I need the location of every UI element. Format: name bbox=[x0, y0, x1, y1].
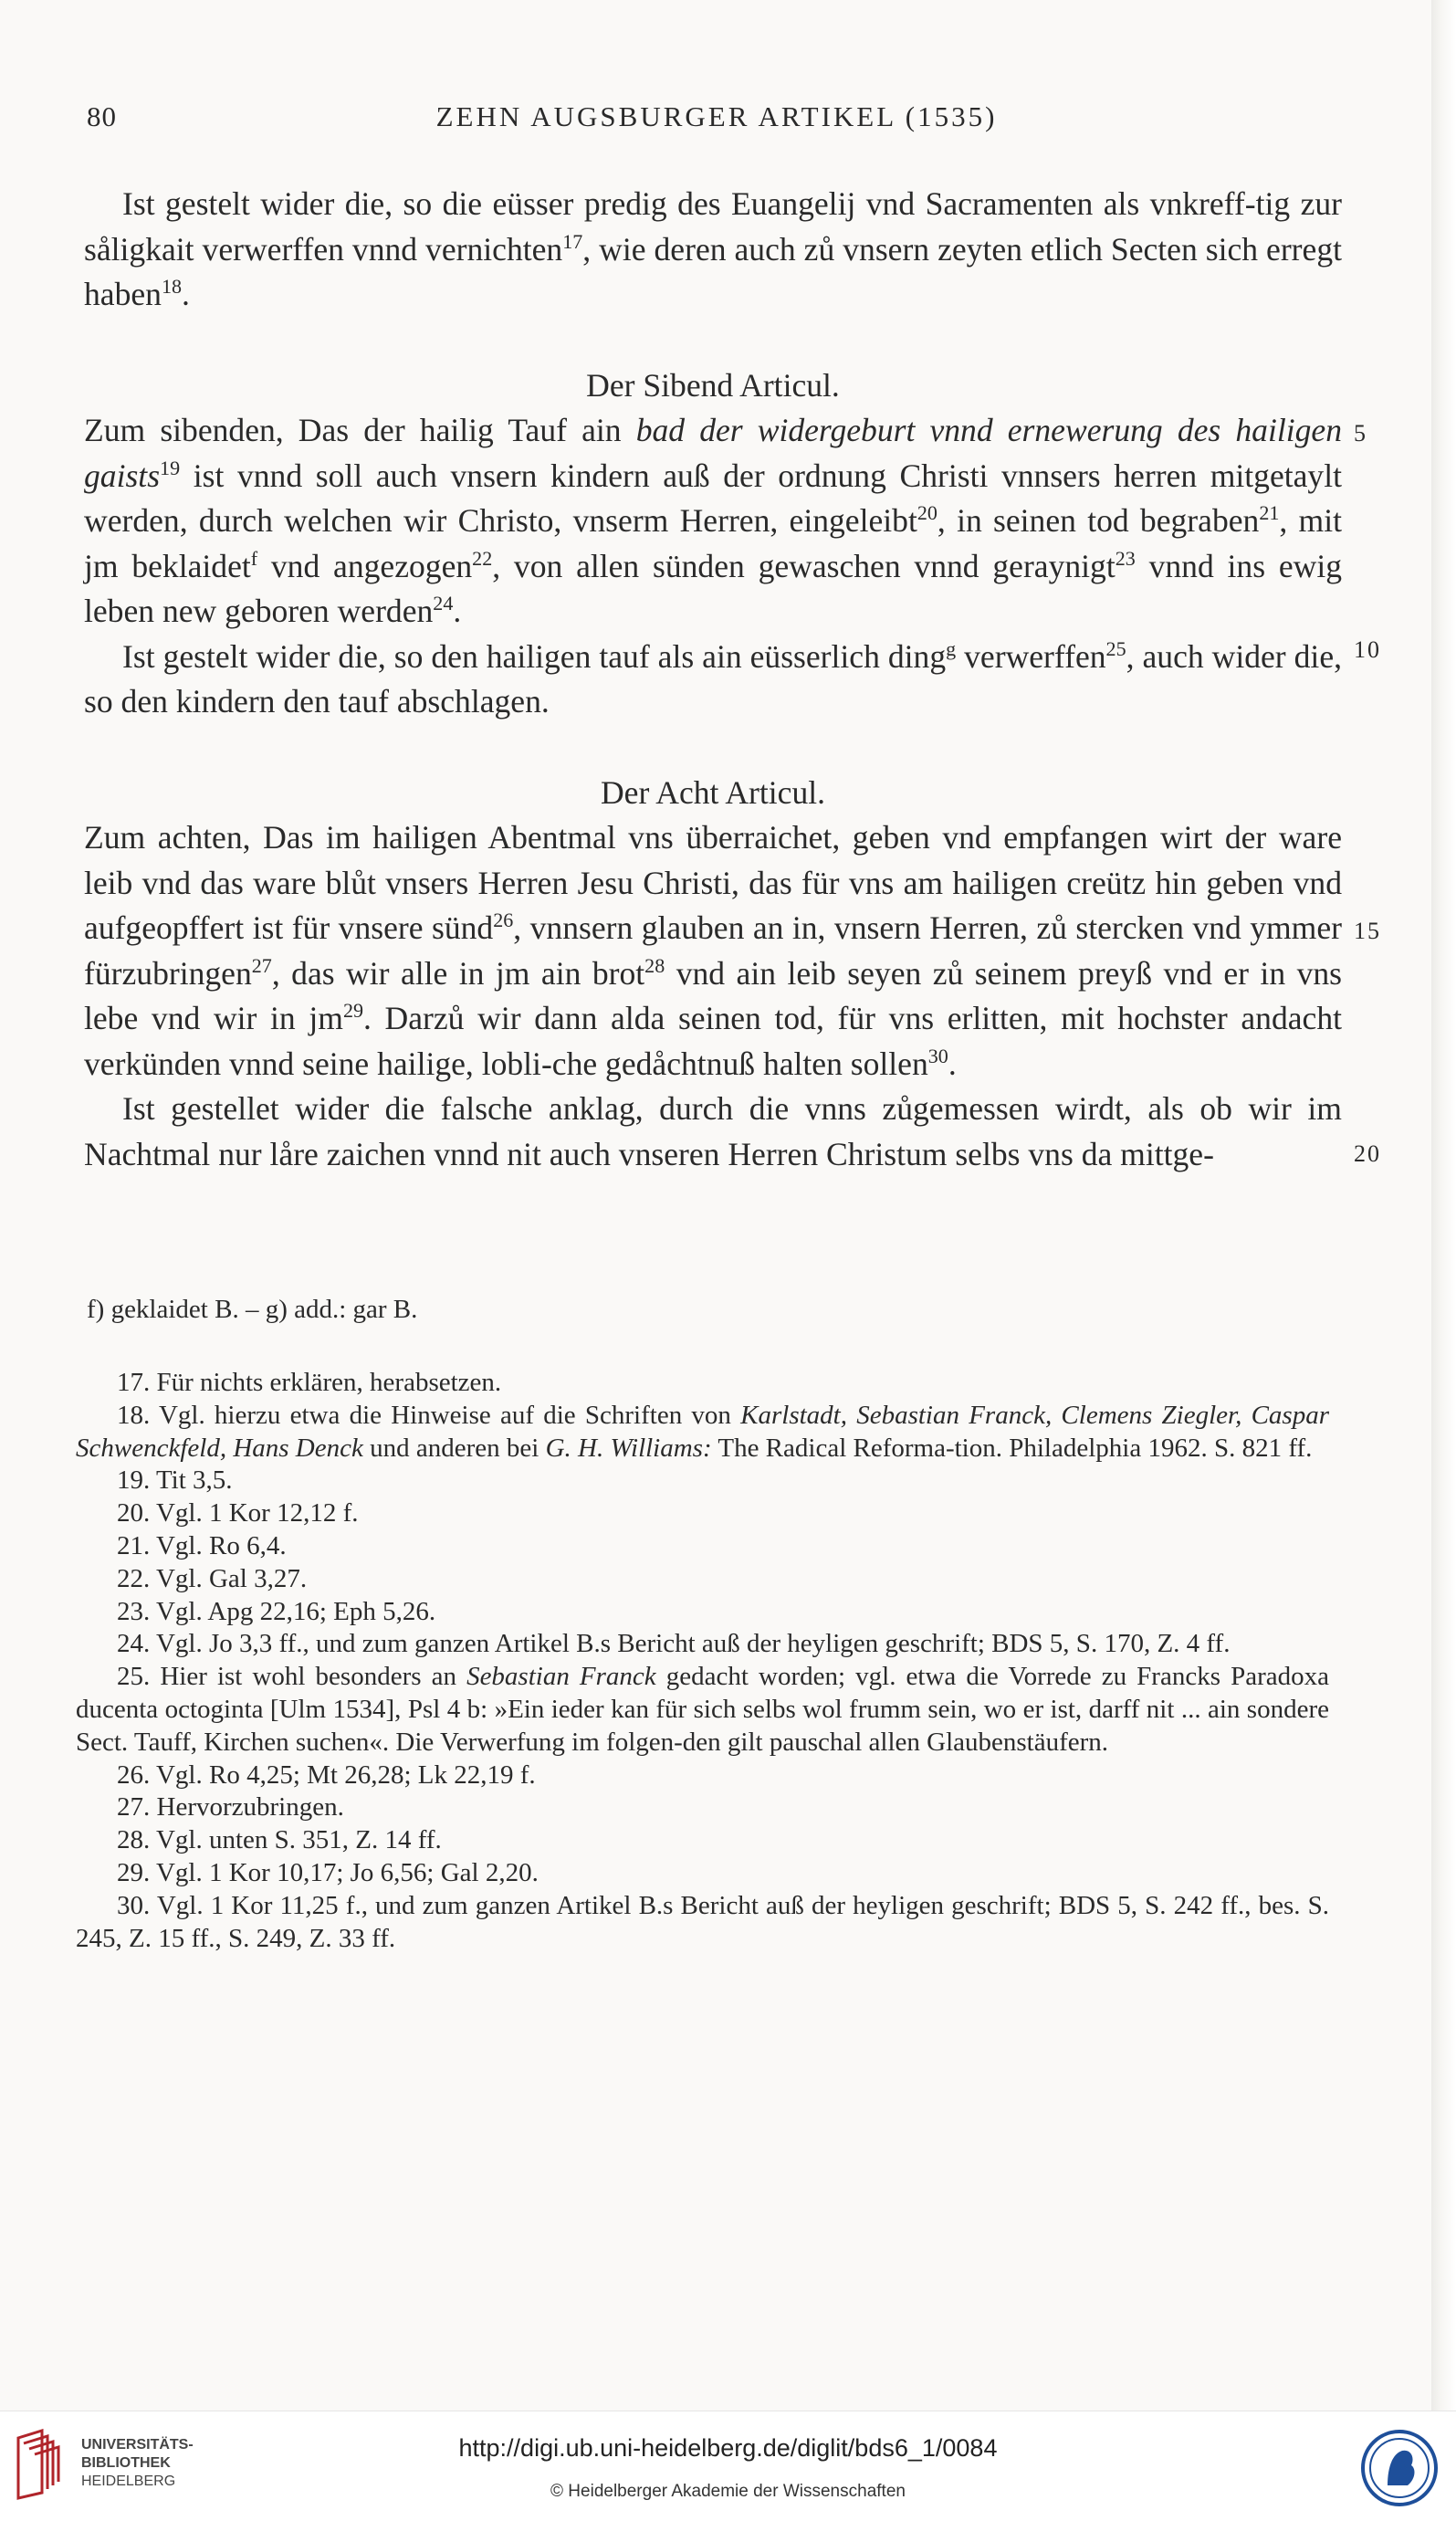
line-number-20: 20 bbox=[1354, 1140, 1381, 1167]
heading-article-8: Der Acht Articul. bbox=[600, 773, 826, 811]
page-number: 80 bbox=[87, 100, 117, 132]
footnote: 23. Vgl. Apg 22,16; Eph 5,26. bbox=[117, 1596, 436, 1626]
footnote: 22. Vgl. Gal 3,27. bbox=[117, 1563, 308, 1593]
footnote: 20. Vgl. 1 Kor 12,12 f. bbox=[117, 1498, 359, 1528]
critical-apparatus: f) geklaidet B. – g) add.: gar B. bbox=[87, 1295, 418, 1324]
footnotes bbox=[76, 1367, 1329, 1955]
running-title: ZEHN AUGSBURGER ARTIKEL (1535) bbox=[435, 100, 998, 132]
footnote: 30. Vgl. 1 Kor 11,25 f., und zum ganzen Artikel B.s Bericht auß der heyligen geschrift; BDS 5, S. 242 ff., bes. S. 245, Z. 15 ff., S. 249, Z. 33 ff. bbox=[76, 1890, 1329, 1953]
academy-seal-icon bbox=[1360, 2429, 1439, 2507]
viewer-footer bbox=[0, 2411, 1456, 2521]
copyright-notice: © Heidelberger Akademie der Wissenschaften bbox=[550, 2482, 906, 2501]
footnote: 24. Vgl. Jo 3,3 ff., und zum ganzen Artikel B.s Bericht auß der heyligen geschrift; BDS 5, S. 170, Z. 4 ff. bbox=[117, 1629, 1231, 1659]
paragraph-4: Zum achten, Das im hailigen Abentmal vns überraichet, geben vnd empfangen wirt der ware leib vnd das ware blůt vnsers Herren Jesu Christi, das für vns am hailigen creütz hin geben vnd aufgeopffert ist für vnsere sünd$^{26}$, vnnsern glauben an in, vnsern Herren, zů stercken vnd ymmer fürzubringen$^{27}$, das wir alle in jm ain brot$^{28}$ vnd ain leib seyen zů seinem preyß vnd er in vns lebe vnd wir in $jm^{29}$. Darzů wir dann alda seinen tod, für vns erlitten, mit hochster andacht verkünden vnnd seine hailige, lobli-che gedåchtnuß halten sollen$^{30}$. bbox=[84, 819, 1342, 1082]
footnote: 26. Vgl. Ro 4,25; Mt 26,28; Lk 22,19 f. bbox=[117, 1759, 536, 1790]
main-text bbox=[84, 182, 1342, 1177]
running-header bbox=[87, 100, 1346, 137]
footnote: 19. Tit 3,5. bbox=[117, 1465, 233, 1496]
footnote: 27. Hervorzubringen. bbox=[117, 1792, 344, 1822]
footnote: 17. Für nichts erklären, herabsetzen. bbox=[117, 1368, 502, 1397]
line-number-15: 15 bbox=[1354, 918, 1381, 944]
paragraph-5: Ist gestellet wider die falsche anklag, durch die vnns zůgemessen wirdt, als ob wir im Nachtmal nur låre zaichen vnnd nit auch vnseren Herren Christum selbs vns da mittge- bbox=[84, 1090, 1342, 1172]
permalink-url[interactable]: http://digi.ub.uni-heidelberg.de/diglit/bds6_1/0084 bbox=[458, 2434, 998, 2462]
line-number-5: 5 bbox=[1354, 420, 1367, 446]
footnote: 18. Vgl. hierzu etwa die Hinweise auf die Schriften von Karlstadt, Sebastian Franck, Clemens Ziegler, Caspar Schwenckfeld, Hans Denck und anderen bei G. H. Williams: The Radical Reforma-tion. Philadelphia 1962. S. 821 ff. bbox=[76, 1400, 1329, 1463]
page-edge bbox=[1431, 0, 1456, 2411]
line-number-10: 10 bbox=[1354, 636, 1381, 663]
footnote: 25. Hier ist wohl besonders an Sebastian Franck gedacht worden; vgl. etwa die Vorrede zu Francks Paradoxa ducenta octoginta [Ulm 1534], Psl 4 b: »Ein ieder kan für sich selbs wol frumm sein, wo er ist, darff nit ... ain sondere Sect. Tauff, Kirchen suchen«. Die Verwerfung im folgen-den gilt pauschal allen Glaubenstäufern. bbox=[76, 1662, 1329, 1757]
paragraph-2: Zum sibenden, Das der hailig Tauf ain bad der widergeburt vnnd ernewerung des hailigen gaists$^{19}$ ist vnnd soll auch vnsern kindern auß der ordnung Christi vnnsers herren mitgetaylt werden, durch welchen wir Christo, vnserm Herren, eingeleibt$^{20}$, in seinen tod begraben$^{21}$, mit jm beklaidet$^f$ vnd angezogen$^{22}$, von allen sünden gewaschen vnnd geraynigt$^{23}$ vnnd ins ewig leben new geboren werden$^{24}$. bbox=[84, 412, 1342, 629]
footnote: 29. Vgl. 1 Kor 10,17; Jo 6,56; Gal 2,20. bbox=[117, 1857, 539, 1887]
paragraph-1: Ist gestelt wider die, so die eüsser predig des Euangelij vnd Sacramenten als vnkreff-tig zur såligkait verwerffen vnnd vernichten$^{17}$, wie deren auch zů vnsern zeyten etlich Secten sich erregt haben$^{18}$. bbox=[84, 185, 1342, 312]
heading-article-7: Der Sibend Articul. bbox=[586, 366, 840, 404]
library-name: UNIVERSITÄTS- BIBLIOTHEK HEIDELBERG bbox=[81, 2437, 194, 2489]
footnote: 28. Vgl. unten S. 351, Z. 14 ff. bbox=[117, 1825, 442, 1855]
paragraph-3: Ist gestelt wider die, so den hailigen tauf als ain eüsserlich ding$^g$ verwerffen$^{25}$, auch wider die, so den kindern den tauf abschlagen. bbox=[84, 636, 1342, 720]
footnote: 21. Vgl. Ro 6,4. bbox=[117, 1530, 287, 1560]
